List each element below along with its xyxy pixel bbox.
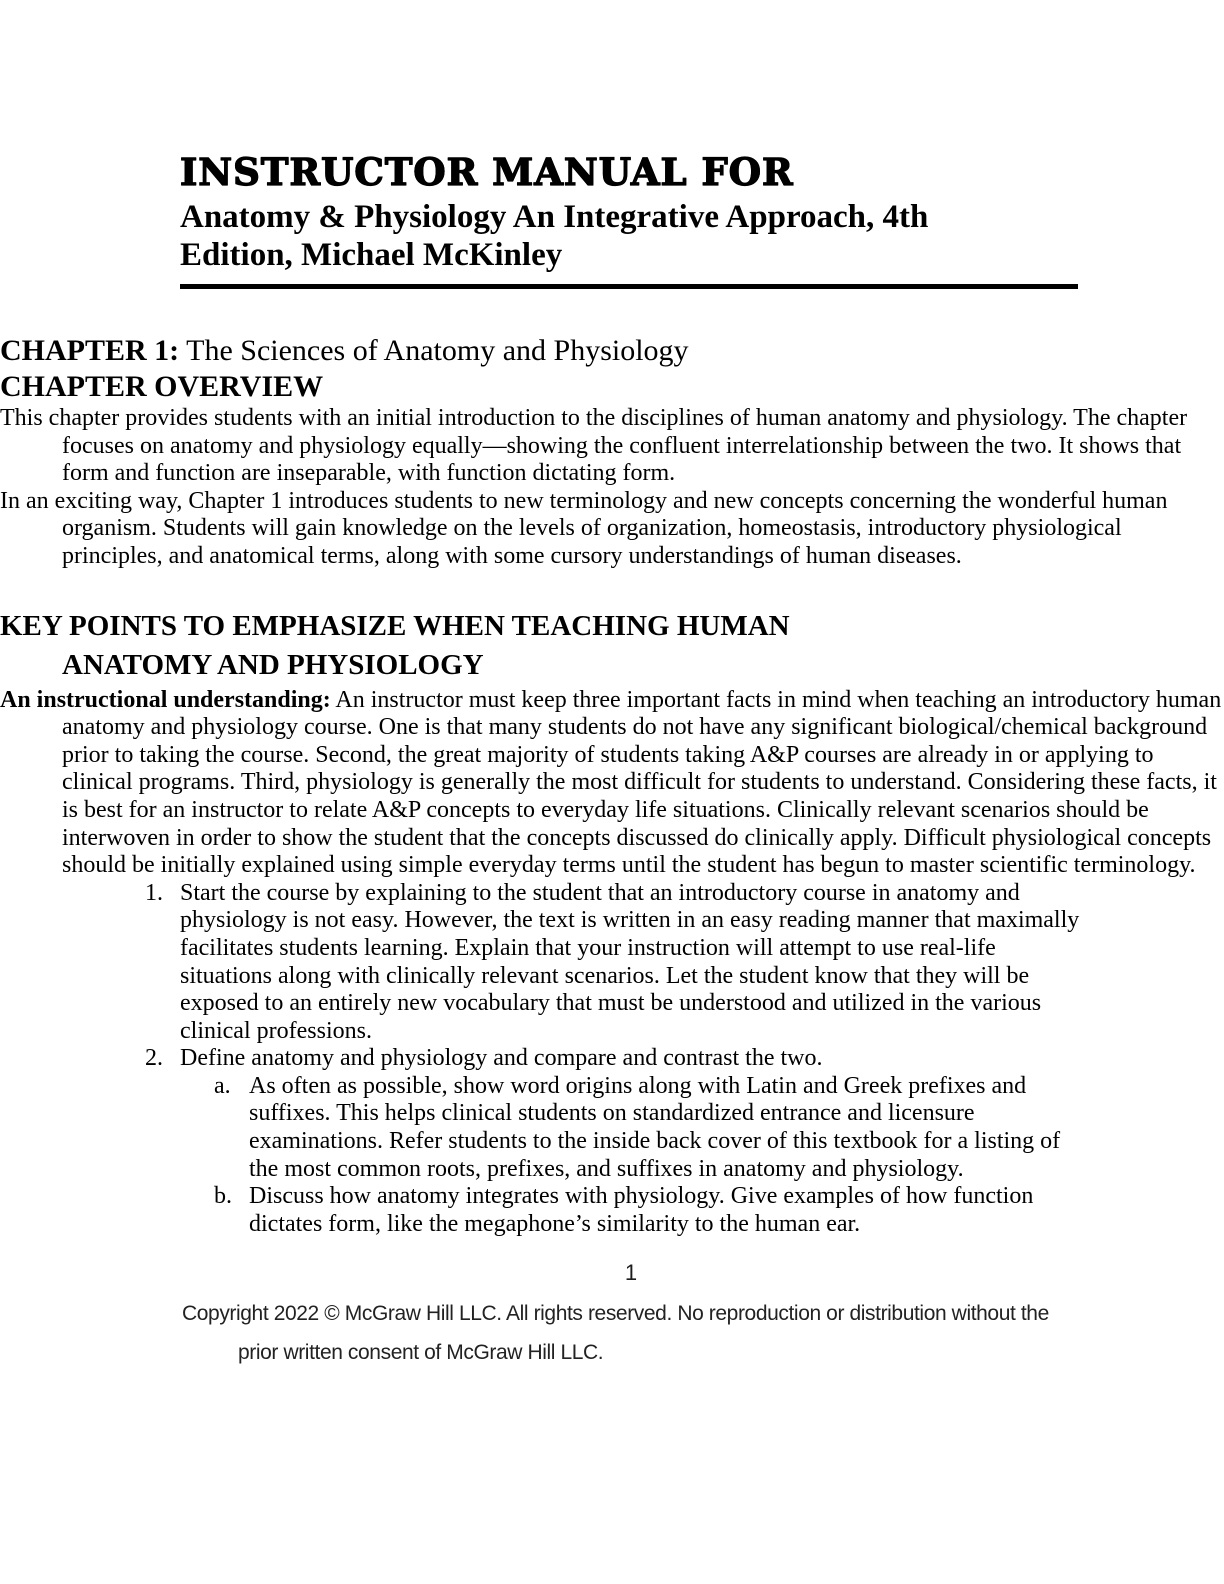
overview-paragraph-1: This chapter provides students with an initial introduction to the disciplines of human anatomy and physiology. The chapter focuses on anatomy and physiology equally—showing the confluent interrelationship between the two. It shows that form and function are inseparable, with function dictating form. [0,405,1188,487]
chapter-heading-label: CHAPTER 1: [0,334,180,367]
key-points-heading-line1: KEY POINTS TO EMPHASIZE WHEN TEACHING HUMAN [0,609,790,642]
sub-item-b-letter: b. [214,1183,232,1210]
list-item-2-body [180,1045,1084,1238]
list-item-2 [145,1045,1084,1238]
sub-item-b [214,1183,1084,1238]
sub-item-b-text: Discuss how anatomy integrates with physiology. Give examples of how function dictates form, like the megaphone’s similarity to the human ear. [249,1183,1034,1237]
overview-paragraph-2: In an exciting way, Chapter 1 introduces students to new terminology and new concepts concerning the wonderful human organism. Students will gain knowledge on the levels of organization, homeostasis, introductory physiological principles, and anatomical terms, along with some cursory understandings of human diseases. [0,487,1168,569]
list-item-1-number: 1. [145,879,163,906]
list-item-2-number: 2. [145,1045,163,1072]
lead-paragraph [0,687,1224,880]
title-block [180,150,1078,289]
book-title-line2: Edition, Michael McKinley [180,237,563,273]
key-points-heading [0,607,1224,685]
lead-paragraph-text: An instructor must keep three important facts in mind when teaching an introductory human anatomy and physiology course. One is that many students do not have any significant biological/chemical background prior to taking the course. Second, the great majority of students taking A&P courses are already in or applying to clinical programs. Third, physiology is generally the most difficult for students to understand. Considering these facts, it is best for an instructor to relate A&P concepts to everyday life situations. Clinically relevant scenarios should be interwoven in order to show the student that the concepts discussed do clinically apply. Difficult physiological concepts should be initially explained using simple everyday terms until the student has begun to master scientific terminology. [62,686,1222,879]
chapter-heading [0,333,1224,369]
chapter-overview-heading: CHAPTER OVERVIEW [0,370,324,403]
list-item-2-text: Define anatomy and physiology and compare and contrast the two. [180,1045,823,1072]
list-item-1 [145,880,1084,1046]
sub-item-a-letter: a. [214,1072,231,1099]
key-points-heading-line2: ANATOMY AND PHYSIOLOGY [62,648,484,681]
sub-item-a-text: As often as possible, show word origins along with Latin and Greek prefixes and suffixes. This helps clinical students on standardized entrance and licensure examinations. Refer students to the inside back cover of this textbook for a listing of the most common roots, prefixes, and suffixes in anatomy and physiology. [249,1072,1061,1182]
lead-paragraph-label: An instructional understanding: [0,686,331,713]
book-title [180,198,1078,274]
book-title-line1: Anatomy & Physiology An Integrative Approach, 4th [180,199,929,235]
list-item-1-text: Start the course by explaining to the student that an introductory course in anatomy and physiology is not easy. However, the text is written in an easy reading manner that maximally facilitates students learning. Explain that your instruction will attempt to use real-life situations along with clinically relevant scenarios. Let the student know that they will be exposed to an entirely new vocabulary that must be understood and utilized in the various clinical professions. [180,879,1080,1044]
sub-item-a [214,1073,1084,1183]
chapter-heading-title: The Sciences of Anatomy and Physiology [179,334,689,367]
manual-title: INSTRUCTOR MANUAL FOR [180,150,794,194]
copyright-text: Copyright 2022 © McGraw Hill LLC. All rights reserved. No reproduction or distribution without the prior written consent of McGraw Hill LLC. [182,1302,1049,1365]
page-number: 1 [624,1260,638,1286]
